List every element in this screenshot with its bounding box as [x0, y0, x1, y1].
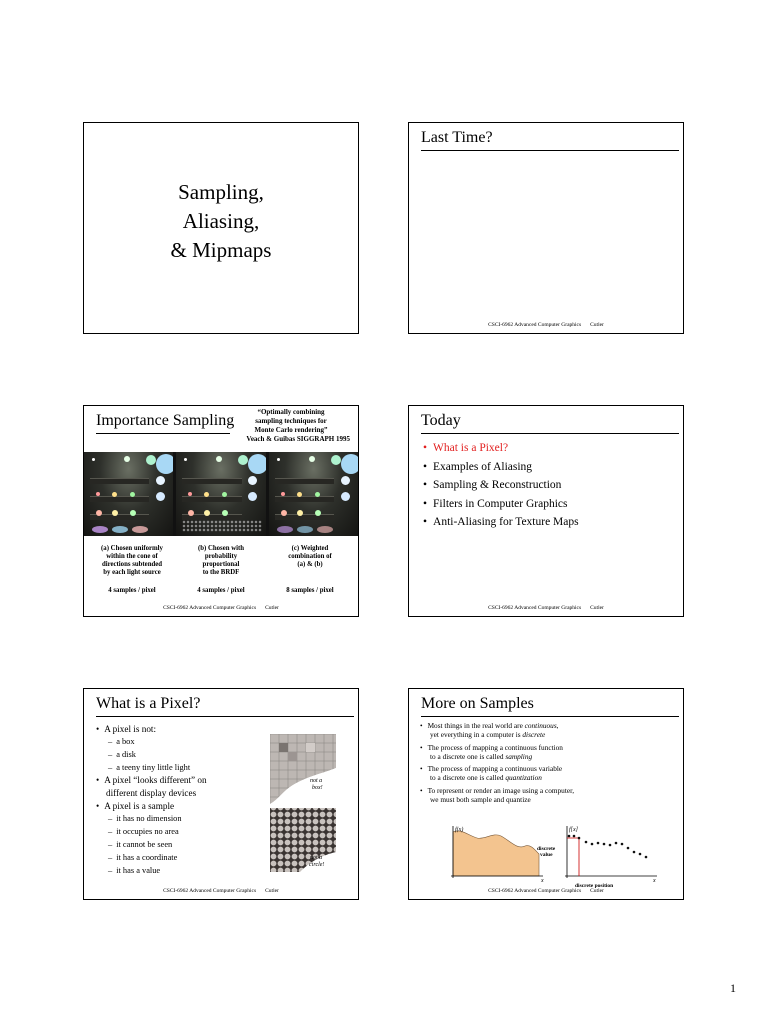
- slide-last-time: [408, 122, 684, 334]
- discrete-value-label: value: [540, 852, 553, 858]
- not-a-box-label: not a: [310, 778, 323, 784]
- list-item: – a disk: [96, 749, 207, 762]
- list-item: – it has a coordinate: [96, 852, 207, 865]
- right-x-label: x: [653, 878, 656, 884]
- slide-footer: CSCI-6962 Advanced Computer Graphics Cutler: [488, 605, 604, 611]
- list-item: – it has no dimension: [96, 813, 207, 826]
- agenda-item: • Examples of Aliasing: [423, 458, 579, 477]
- agenda-item: • Sampling & Reconstruction: [423, 476, 579, 495]
- slide-importance-sampling: [83, 405, 359, 617]
- title-rule: [96, 716, 354, 717]
- slide-title: [83, 122, 359, 334]
- page-number: 1: [730, 981, 736, 995]
- right-y-label: f[x]: [569, 827, 578, 833]
- list-item: • Most things in the real world are continuous, yet everything in a computer is discrete: [420, 721, 682, 740]
- agenda-list: [423, 439, 579, 532]
- slide-heading: Importance Sampling: [96, 412, 235, 429]
- agenda-item: • What is a Pixel?: [423, 439, 579, 458]
- slide-footer: CSCI-6962 Advanced Computer Graphics Cutler: [163, 605, 279, 611]
- list-item: – it has a value: [96, 865, 207, 878]
- sample-points: [568, 835, 648, 859]
- title-rule: [421, 716, 679, 717]
- title-rule: [421, 150, 679, 151]
- list-item: • A pixel is a sample: [96, 800, 207, 813]
- render-image: [176, 452, 265, 536]
- render-captions: [90, 545, 352, 577]
- discrete-position-label: discrete position: [575, 883, 614, 888]
- render-image: [269, 452, 358, 536]
- citation: “Optimally combining sampling techniques for Monte Carlo rendering” Veach & Guibas SIGGRAPH 1995: [246, 408, 350, 443]
- not-a-box-label: box!: [312, 785, 323, 791]
- pixel-illustration: [270, 734, 336, 872]
- list-item: • To represent or render an image using a computer, we must both sample and quantize: [420, 786, 682, 805]
- agenda-item: • Anti-Aliasing for Texture Maps: [423, 513, 579, 532]
- title-rule: [96, 433, 230, 434]
- samples-per-pixel: 4 samples / pixel 4 samples / pixel 8 samples / pixel: [108, 587, 334, 594]
- not-a-circle-label: circle!: [309, 862, 325, 868]
- caption: (a) Chosen uniformly within the cone of directions subtended by each light source: [101, 545, 163, 576]
- caption: (c) Weighted combination of (a) & (b): [288, 545, 332, 568]
- list-item: different display devices: [106, 788, 197, 799]
- slide-heading: What is a Pixel?: [96, 695, 201, 712]
- slide-more-on-samples: [408, 688, 684, 900]
- title-rule: [421, 433, 679, 434]
- sampling-diagram: [447, 824, 659, 888]
- slide-today: [408, 405, 684, 617]
- list-item: • The process of mapping a continuous function to a discrete one is called sampling: [420, 743, 682, 762]
- render-image: [84, 452, 173, 536]
- slide-heading: More on Samples: [421, 695, 534, 712]
- caption: (b) Chosen with probability proportional to the BRDF: [197, 545, 245, 576]
- slide-what-is-a-pixel: [83, 688, 359, 900]
- slide-footer: CSCI-6962 Advanced Computer Graphics Cutler: [163, 888, 279, 894]
- not-a-circle-label: not a: [310, 855, 323, 861]
- list-item: – it occupies no area: [96, 826, 207, 839]
- deck-title: Sampling, Aliasing, & Mipmaps: [170, 180, 272, 262]
- pixel-list: [96, 723, 207, 877]
- render-comparison: [84, 452, 358, 536]
- left-y-label: f(x): [455, 827, 464, 833]
- slide-heading: Last Time?: [421, 129, 493, 146]
- slide-footer: CSCI-6962 Advanced Computer Graphics Cutler: [488, 322, 604, 328]
- slide-heading: Today: [421, 412, 461, 429]
- samples-list: [420, 721, 682, 807]
- agenda-item: • Filters in Computer Graphics: [423, 495, 579, 514]
- list-item: • A pixel is not:: [96, 723, 207, 736]
- slide-footer: CSCI-6962 Advanced Computer Graphics Cutler: [488, 888, 604, 894]
- list-item: – a box: [96, 736, 207, 749]
- list-item: – it cannot be seen: [96, 839, 207, 852]
- discrete-value-label: discrete: [537, 846, 556, 852]
- list-item: • The process of mapping a continuous variable to a discrete one is called quantization: [420, 764, 682, 783]
- left-x-label: x: [541, 878, 544, 884]
- list-item: – a teeny tiny little light: [96, 762, 207, 775]
- list-item: • A pixel “looks different” on: [96, 774, 207, 787]
